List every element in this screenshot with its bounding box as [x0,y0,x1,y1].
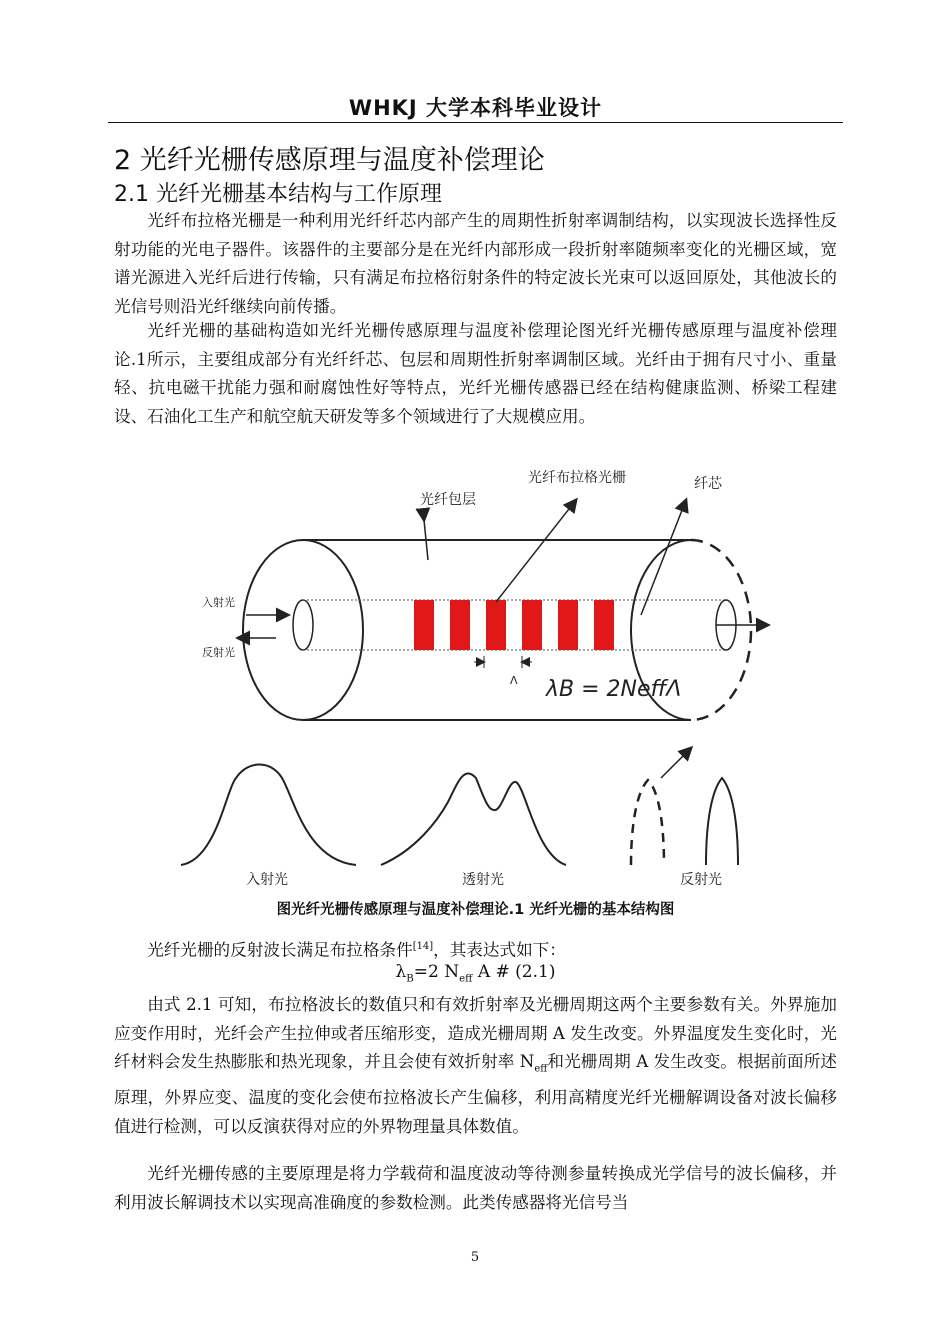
cylinder-left-end [243,540,363,720]
paragraph-4 [114,991,837,1141]
label-reflected: 反射光 [202,646,235,659]
cylinder-right-end-dashed [691,540,751,720]
paragraph-3-tail: ，其表达式如下： [433,940,566,960]
grating-stripe [522,600,542,650]
page-number: 5 [470,1250,480,1265]
reflected-spectrum-curve [706,778,738,865]
citation: [14] [412,941,434,952]
incident-spectrum-curve [181,765,356,866]
grating-stripes [414,600,614,650]
reflected-spectrum-dashed [631,780,664,865]
paragraph-3-text: 光纤光栅的反射波长满足布拉格条件 [147,940,413,960]
spectrum-label-transmitted: 透射光 [462,872,504,888]
core-pointer [641,500,686,615]
paragraph-5: 光纤光栅传感的主要原理是将力学载荷和温度波动等待测参量转换成光学信号的波长偏移，并利用波长解调技术以实现高准确度的参数检测。此类传感器将光信号当 [114,1164,837,1212]
paragraph-2: 光纤光栅的基础构造如光纤光栅传感原理与温度补偿理论图光纤光栅传感原理与温度补偿理论.1所示，主要组成部分有光纤纤芯、包层和周期性折射率调制区域。光纤由于拥有尺寸小、重量轻、抗电磁干扰能力强和耐腐蚀性好等特点，光纤光栅传感器已经在结构健康监测、桥梁工程建设、石油化工生产和航空航天研发等多个领域进行了大规模应用。 [114,321,837,426]
grating-pointer [496,500,576,602]
spectrum-label-incident: 入射光 [246,872,288,888]
paragraph-4-sub: eff [534,1063,548,1075]
subsection-title: 2.1 光纤光栅基本结构与工作原理 [114,182,442,207]
reflection-output-pointer [661,748,691,778]
label-incident: 入射光 [202,596,235,609]
grating-stripe [594,600,614,650]
grating-stripe [450,600,470,650]
formula-mid: =2 N [413,962,460,982]
paragraph-1: 光纤布拉格光栅是一种利用光纤纤芯内部产生的周期性折射率调制结构，以实现波长选择性反射功能的光电子器件。该器件的主要部分是在光纤内部形成一段折射率随频率变化的光栅区域，宽谱光源进入光纤后进行传输，只有满足布拉格衍射条件的特定波长光束可以返回原处，其他波长的光信号则沿光纤继续向前传播。 [114,211,837,316]
section-title: 2 光纤光栅传感原理与温度补偿理论 [114,145,545,176]
formula-mid-sub: eff [459,973,473,985]
spectrum-label-reflected: 反射光 [680,872,722,888]
formula-rhs: A # (2.1) [472,962,556,982]
grating-stripe [414,600,434,650]
paragraph-4-text: 由式 2.1 可知，布拉格波长的数值只和有效折射率及光栅周期这两个主要参数有关。外界施加应变作用时，光纤会产生拉伸或者压缩形变，造成光栅周期 A 发生改变。外界温度发生变化时，光纤材料会发生热膨胀和热光现象，并且会使有效折射率 N [114,995,837,1072]
bragg-formula [114,962,837,984]
label-core: 纤芯 [694,476,722,492]
label-cladding: 光纤包层 [420,492,476,508]
grating-stripe [558,600,578,650]
figure-caption: 图光纤光栅传感原理与温度补偿理论.1 光纤光栅的基本结构图 [276,902,675,918]
core-left-end [293,600,313,650]
fbg-structure-figure [176,460,776,890]
grating-stripe [486,600,506,650]
transmitted-spectrum-curve [381,773,566,865]
bragg-equation: λB = 2NeffΛ [546,677,682,702]
label-grating: 光纤布拉格光栅 [528,470,626,486]
paragraph-4-tail: 和光栅周期 A 发生改变。根据前面所述原理，外界应变、温度的变化会使布拉格波长产生偏移，利用高精度光纤光栅解调设备对波长偏移值进行检测，可以反演获得对应的外界物理量具体数值。 [114,1052,837,1136]
paragraph-3 [114,933,837,965]
header-rule [108,122,843,123]
label-period: Λ [510,674,518,687]
formula-lhs-sub: B [406,973,414,985]
page-header: WHKJ 大学本科毕业设计 [348,96,603,120]
formula-lhs: λ [395,962,407,982]
